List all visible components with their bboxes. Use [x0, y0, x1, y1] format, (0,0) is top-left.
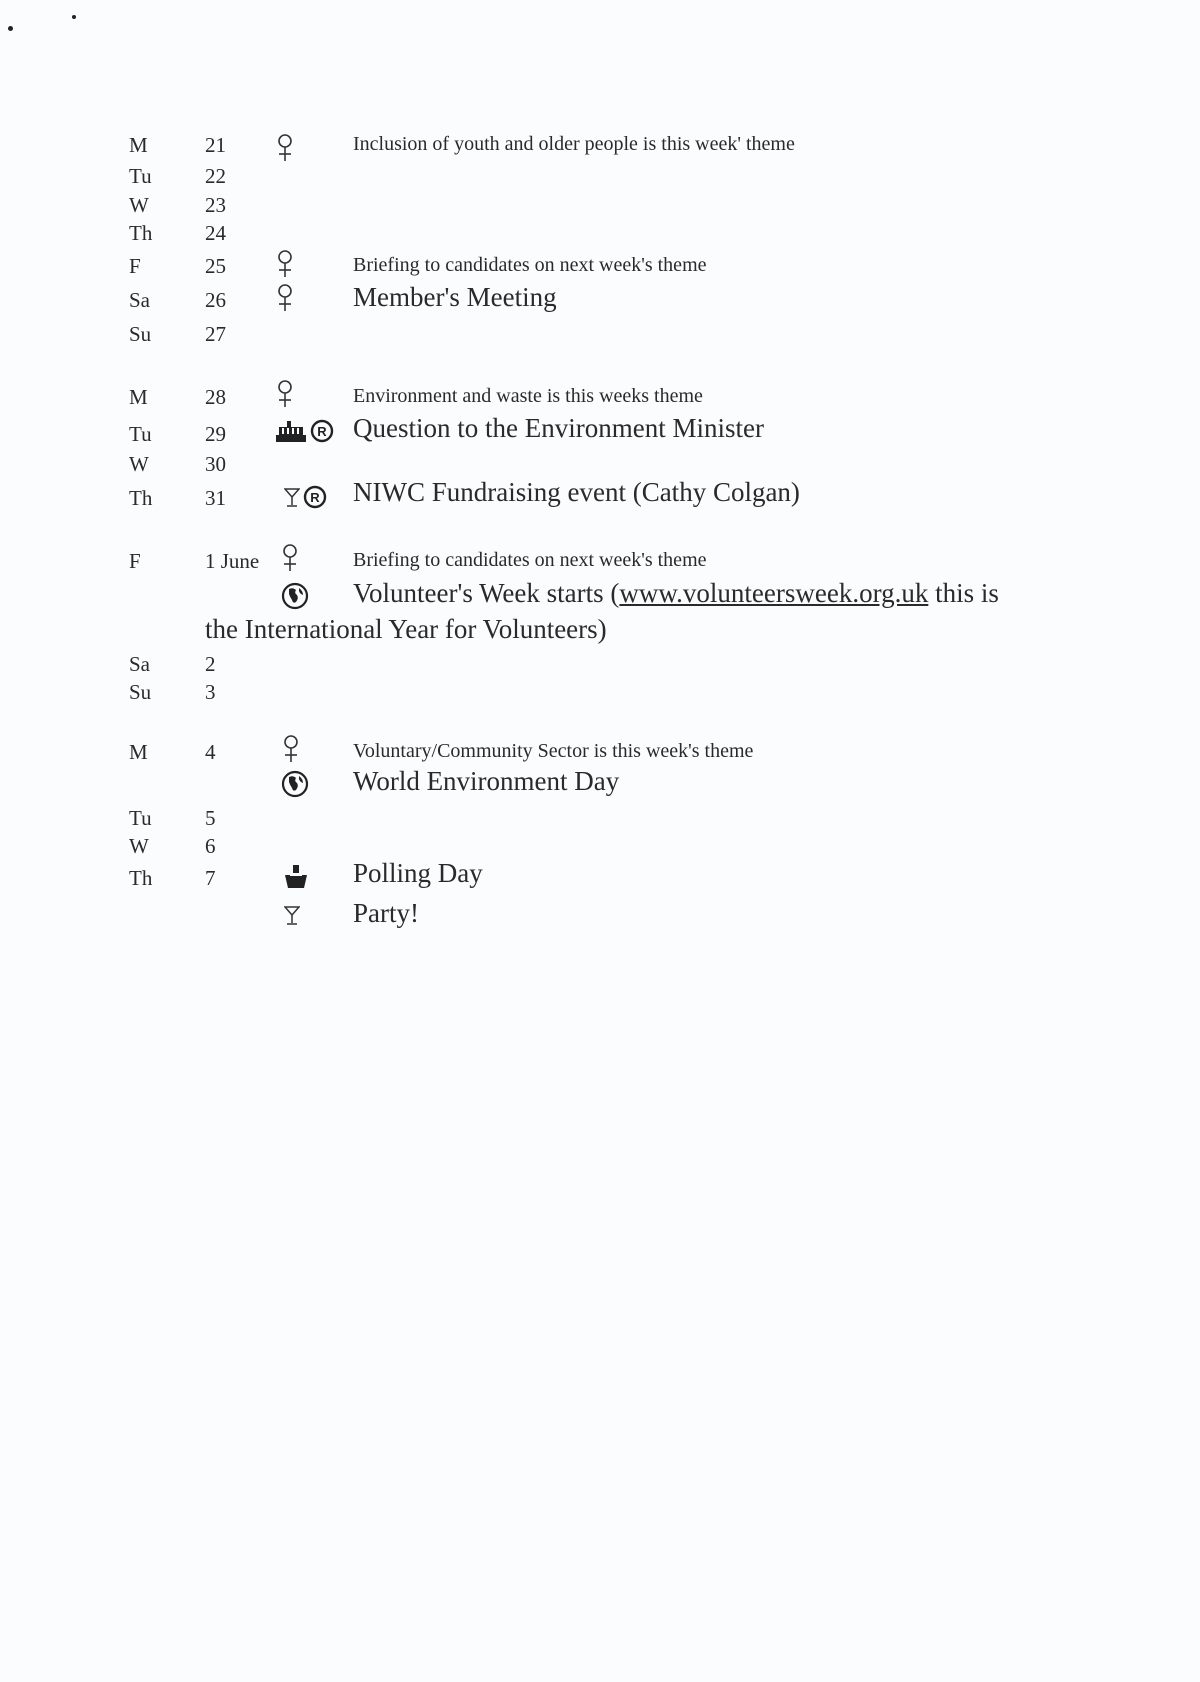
date-label: 2 [205, 652, 216, 676]
day-label: M [129, 385, 148, 409]
event-text: Polling Day [353, 858, 483, 888]
female-icon [280, 543, 344, 573]
day-label: M [129, 740, 148, 764]
cocktail-icon [284, 486, 300, 508]
event-text-part: Volunteer's Week starts ( [353, 578, 620, 608]
date-label: 28 [205, 385, 226, 409]
ballot-box-icon [283, 864, 347, 890]
event-text-part: this is [928, 578, 999, 608]
day-label: M [129, 133, 148, 157]
event-text: Environment and waste is this weeks theme [353, 385, 703, 407]
event-text: Briefing to candidates on next week's theme [353, 549, 707, 571]
globe-icon [281, 582, 345, 610]
female-icon [275, 283, 339, 313]
date-label: 5 [205, 806, 216, 830]
date-label: 21 [205, 133, 226, 157]
svg-text:R: R [310, 490, 320, 505]
date-label: 6 [205, 834, 216, 858]
volunteersweek-link[interactable]: www.volunteersweek.org.uk [619, 578, 929, 608]
registered-icon [303, 485, 327, 509]
day-label: W [129, 193, 149, 217]
day-label: Su [129, 322, 152, 346]
day-label: Tu [129, 422, 152, 446]
svg-text:R: R [317, 424, 327, 439]
date-label: 30 [205, 452, 226, 476]
day-label: Tu [129, 806, 152, 830]
registered-icon [310, 419, 334, 443]
event-text: World Environment Day [353, 766, 620, 796]
day-label: F [129, 254, 141, 278]
date-label: 23 [205, 193, 226, 217]
day-label: Sa [129, 288, 150, 312]
event-text: Member's Meeting [353, 282, 557, 312]
date-label: 7 [205, 866, 216, 890]
date-label: 22 [205, 164, 226, 188]
day-label: Th [129, 866, 153, 890]
day-label: W [129, 834, 149, 858]
female-icon [275, 133, 339, 163]
day-label: Tu [129, 164, 152, 188]
event-text: Question to the Environment Minister [353, 413, 764, 443]
day-label: Sa [129, 652, 150, 676]
date-label: 29 [205, 422, 226, 446]
female-icon [275, 379, 339, 409]
day-label: F [129, 549, 141, 573]
date-label: 27 [205, 322, 226, 346]
date-label: 25 [205, 254, 226, 278]
event-text [353, 578, 999, 609]
day-label: Th [129, 486, 153, 510]
cocktail-icon [284, 904, 348, 926]
event-text: Inclusion of youth and older people is this week' theme [353, 133, 795, 155]
scan-speck [72, 15, 76, 19]
cocktail-and-registered-icon [284, 485, 348, 509]
female-icon [275, 249, 339, 279]
day-label: Su [129, 680, 152, 704]
date-label: 1 June [205, 549, 260, 573]
event-text-continuation: the International Year for Volunteers) [205, 614, 607, 644]
date-label: 31 [205, 486, 226, 510]
day-label: W [129, 452, 149, 476]
date-label: 3 [205, 680, 216, 704]
event-text: Party! [353, 898, 419, 928]
parliament-icon [275, 419, 307, 443]
date-label: 26 [205, 288, 226, 312]
globe-icon [281, 770, 345, 798]
scan-speck [8, 26, 13, 31]
date-label: 24 [205, 221, 226, 245]
event-text: NIWC Fundraising event (Cathy Colgan) [353, 477, 800, 507]
event-text: Voluntary/Community Sector is this week's theme [353, 740, 754, 762]
date-label: 4 [205, 740, 216, 764]
parliament-and-registered-icon [275, 419, 339, 443]
day-label: Th [129, 221, 153, 245]
female-icon [281, 734, 345, 764]
event-text: Briefing to candidates on next week's theme [353, 254, 707, 276]
